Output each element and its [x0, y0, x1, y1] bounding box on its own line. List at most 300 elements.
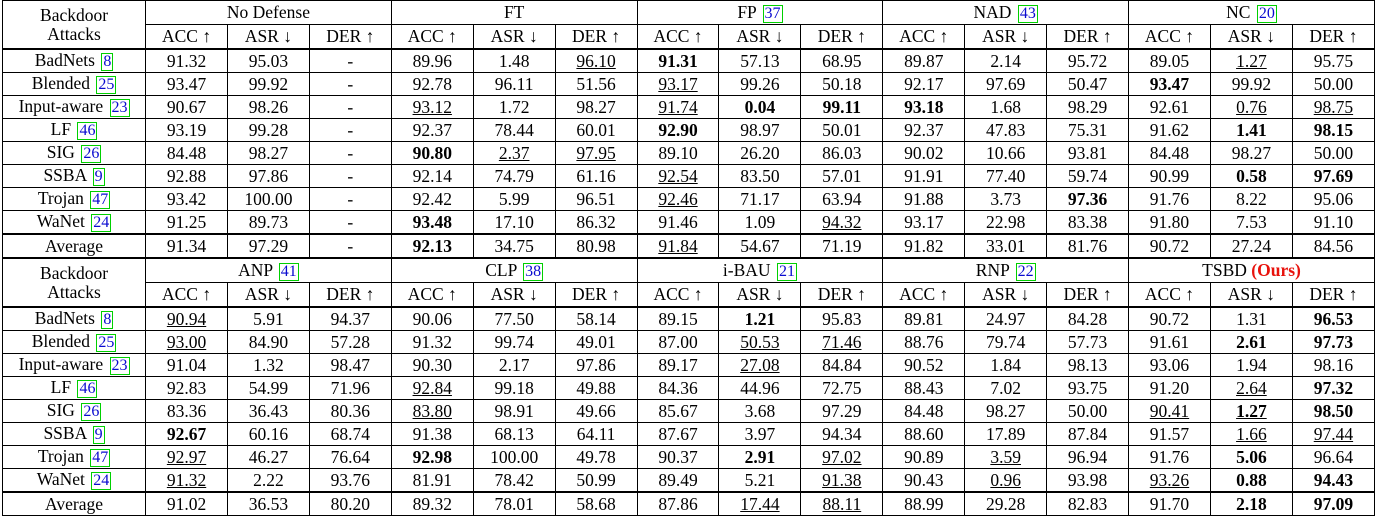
- metric-value-cell: 84.36: [637, 377, 719, 400]
- metric-value-cell: 98.91: [473, 400, 555, 423]
- defense-name: FP: [737, 1, 757, 22]
- metric-value-cell: -: [309, 165, 391, 188]
- defense-group-header: [146, 258, 392, 283]
- metric-value-cell: 2.14: [965, 49, 1047, 73]
- metric-value-cell: 71.17: [719, 188, 801, 211]
- table-row: [3, 96, 1375, 119]
- metric-value-cell: 97.69: [1292, 165, 1374, 188]
- metric-value-cell: 93.76: [309, 469, 391, 493]
- metric-value-cell: 68.95: [801, 49, 883, 73]
- metric-value-cell: 92.54: [637, 165, 719, 188]
- metric-value-cell: 99.28: [227, 119, 309, 142]
- metric-value-cell: 5.21: [719, 469, 801, 493]
- attack-name: SSBA: [43, 165, 87, 185]
- metric-value-cell: 92.84: [391, 377, 473, 400]
- citation-ref[interactable]: 46: [79, 380, 96, 397]
- metric-value-cell: 8.22: [1210, 188, 1292, 211]
- metric-value-cell: 98.27: [227, 142, 309, 165]
- defense-name: NC: [1226, 1, 1251, 22]
- average-value-cell: 27.24: [1210, 234, 1292, 258]
- metric-value-cell: 2.64: [1210, 377, 1292, 400]
- average-label: Average: [3, 234, 146, 258]
- metric-header-cell: ACC ↑: [883, 25, 965, 50]
- metric-value-cell: 84.48: [883, 400, 965, 423]
- metric-value-cell: 95.75: [1292, 49, 1374, 73]
- metric-header-cell: ASR ↓: [473, 283, 555, 308]
- citation-ref[interactable]: 26: [83, 403, 100, 420]
- average-value-cell: 81.76: [1047, 234, 1129, 258]
- average-value-cell: 58.68: [555, 492, 637, 516]
- metric-value-cell: 90.30: [391, 354, 473, 377]
- metric-value-cell: 84.48: [1129, 142, 1211, 165]
- metric-value-cell: 87.84: [1047, 423, 1129, 446]
- metric-value-cell: 81.91: [391, 469, 473, 493]
- attack-name: Blended: [31, 73, 91, 93]
- citation-ref[interactable]: 47: [92, 449, 109, 466]
- defense-group-header: [391, 258, 637, 283]
- table-row: [3, 211, 1375, 235]
- average-value-cell: -: [309, 234, 391, 258]
- metric-header-cell: DER ↑: [309, 283, 391, 308]
- average-value-cell: 91.84: [637, 234, 719, 258]
- metric-value-cell: 50.00: [1292, 142, 1374, 165]
- metric-value-cell: 89.05: [1129, 49, 1211, 73]
- metric-value-cell: 99.18: [473, 377, 555, 400]
- metric-value-cell: 2.17: [473, 354, 555, 377]
- metric-value-cell: 78.42: [473, 469, 555, 493]
- metric-value-cell: 88.43: [883, 377, 965, 400]
- metric-header-cell: DER ↑: [555, 25, 637, 50]
- average-value-cell: 89.32: [391, 492, 473, 516]
- metric-header-cell: ACC ↑: [146, 283, 228, 308]
- metric-value-cell: 88.60: [883, 423, 965, 446]
- citation-ref[interactable]: 22: [1017, 262, 1034, 280]
- citation-ref[interactable]: 20: [1258, 4, 1275, 22]
- metric-value-cell: 100.00: [473, 446, 555, 469]
- metric-value-cell: 96.94: [1047, 446, 1129, 469]
- attack-name-cell: [3, 331, 146, 354]
- average-value-cell: 80.20: [309, 492, 391, 516]
- metric-header-cell: DER ↑: [801, 283, 883, 308]
- table-row: [3, 73, 1375, 96]
- metric-value-cell: 93.47: [1129, 73, 1211, 96]
- metric-value-cell: 95.03: [227, 49, 309, 73]
- defense-name: RNP: [975, 259, 1010, 280]
- metric-value-cell: 91.32: [391, 331, 473, 354]
- metric-header-cell: ASR ↓: [1210, 25, 1292, 50]
- average-value-cell: 87.86: [637, 492, 719, 516]
- metric-value-cell: 50.53: [719, 331, 801, 354]
- metric-value-cell: 58.14: [555, 307, 637, 331]
- attack-name-cell: [3, 307, 146, 331]
- metric-value-cell: 49.01: [555, 331, 637, 354]
- citation-ref[interactable]: 21: [778, 262, 795, 280]
- metric-value-cell: 90.80: [391, 142, 473, 165]
- metric-value-cell: 92.67: [146, 423, 228, 446]
- average-value-cell: 91.70: [1129, 492, 1211, 516]
- metric-value-cell: 77.50: [473, 307, 555, 331]
- metric-value-cell: -: [309, 211, 391, 235]
- metric-value-cell: 75.31: [1047, 119, 1129, 142]
- metric-value-cell: 90.67: [146, 96, 228, 119]
- metric-value-cell: 1.09: [719, 211, 801, 235]
- metric-value-cell: 89.10: [637, 142, 719, 165]
- metric-value-cell: 91.04: [146, 354, 228, 377]
- average-value-cell: 88.11: [801, 492, 883, 516]
- attack-name-cell: [3, 469, 146, 493]
- metric-value-cell: 93.42: [146, 188, 228, 211]
- metric-value-cell: 97.86: [227, 165, 309, 188]
- average-value-cell: 33.01: [965, 234, 1047, 258]
- attack-name-cell: [3, 446, 146, 469]
- metric-header-cell: DER ↑: [1047, 25, 1129, 50]
- metric-header-cell: ASR ↓: [227, 25, 309, 50]
- defense-name: CLP: [485, 259, 517, 280]
- table-row: [3, 331, 1375, 354]
- metric-header-cell: ASR ↓: [719, 25, 801, 50]
- metric-value-cell: 1.94: [1210, 354, 1292, 377]
- metric-value-cell: 98.13: [1047, 354, 1129, 377]
- metric-header-cell: ASR ↓: [473, 25, 555, 50]
- average-value-cell: 82.83: [1047, 492, 1129, 516]
- citation-ref[interactable]: 24: [93, 472, 110, 489]
- metric-value-cell: 84.48: [146, 142, 228, 165]
- average-value-cell: 2.18: [1210, 492, 1292, 516]
- metric-header-cell: ACC ↑: [1129, 25, 1211, 50]
- metric-value-cell: 92.78: [391, 73, 473, 96]
- table-row: [3, 188, 1375, 211]
- metric-header-row: [3, 283, 1375, 308]
- metric-value-cell: 98.27: [555, 96, 637, 119]
- metric-value-cell: 5.06: [1210, 446, 1292, 469]
- metric-value-cell: 92.46: [637, 188, 719, 211]
- metric-value-cell: 1.27: [1210, 400, 1292, 423]
- metric-value-cell: 49.66: [555, 400, 637, 423]
- metric-value-cell: 49.88: [555, 377, 637, 400]
- metric-header-row: [3, 25, 1375, 50]
- metric-value-cell: 91.76: [1129, 188, 1211, 211]
- metric-value-cell: 90.02: [883, 142, 965, 165]
- metric-value-cell: 3.73: [965, 188, 1047, 211]
- metric-value-cell: 89.49: [637, 469, 719, 493]
- attack-name-cell: [3, 377, 146, 400]
- average-value-cell: 80.98: [555, 234, 637, 258]
- metric-value-cell: 1.48: [473, 49, 555, 73]
- metric-value-cell: 99.11: [801, 96, 883, 119]
- defense-group-header: [391, 1, 637, 25]
- metric-value-cell: 91.46: [637, 211, 719, 235]
- average-value-cell: 84.56: [1292, 234, 1374, 258]
- metric-header-cell: DER ↑: [1292, 283, 1374, 308]
- metric-value-cell: 47.83: [965, 119, 1047, 142]
- benchmark-results-table: [2, 0, 1375, 516]
- metric-value-cell: 91.38: [801, 469, 883, 493]
- metric-header-cell: ACC ↑: [391, 283, 473, 308]
- metric-value-cell: 57.73: [1047, 331, 1129, 354]
- metric-value-cell: 91.91: [883, 165, 965, 188]
- metric-value-cell: 92.88: [146, 165, 228, 188]
- citation-ref[interactable]: 9: [94, 168, 103, 185]
- metric-value-cell: 59.74: [1047, 165, 1129, 188]
- metric-value-cell: 94.32: [801, 211, 883, 235]
- metric-header-cell: DER ↑: [801, 25, 883, 50]
- metric-value-cell: 5.99: [473, 188, 555, 211]
- metric-value-cell: 50.18: [801, 73, 883, 96]
- metric-value-cell: -: [309, 96, 391, 119]
- metric-value-cell: 93.81: [1047, 142, 1129, 165]
- metric-value-cell: 97.32: [1292, 377, 1374, 400]
- average-value-cell: 17.44: [719, 492, 801, 516]
- metric-value-cell: 26.20: [719, 142, 801, 165]
- attack-name-cell: [3, 188, 146, 211]
- metric-value-cell: -: [309, 119, 391, 142]
- metric-value-cell: 97.02: [801, 446, 883, 469]
- group-header-row: [3, 258, 1375, 283]
- metric-value-cell: 89.17: [637, 354, 719, 377]
- citation-ref[interactable]: 38: [525, 262, 542, 280]
- metric-value-cell: 68.13: [473, 423, 555, 446]
- metric-value-cell: 10.66: [965, 142, 1047, 165]
- metric-header-cell: DER ↑: [309, 25, 391, 50]
- metric-value-cell: 2.91: [719, 446, 801, 469]
- metric-value-cell: 96.64: [1292, 446, 1374, 469]
- metric-value-cell: 89.87: [883, 49, 965, 73]
- average-value-cell: 88.99: [883, 492, 965, 516]
- citation-ref[interactable]: 23: [111, 99, 128, 116]
- metric-value-cell: 92.97: [146, 446, 228, 469]
- metric-value-cell: 89.96: [391, 49, 473, 73]
- attack-name-cell: [3, 119, 146, 142]
- defense-name: NAD: [973, 1, 1012, 22]
- group-header-row: [3, 1, 1375, 25]
- metric-value-cell: 17.10: [473, 211, 555, 235]
- attack-name: SSBA: [43, 423, 87, 443]
- average-value-cell: 71.19: [801, 234, 883, 258]
- metric-value-cell: 1.31: [1210, 307, 1292, 331]
- metric-value-cell: 77.40: [965, 165, 1047, 188]
- metric-value-cell: 90.41: [1129, 400, 1211, 423]
- metric-value-cell: 1.21: [719, 307, 801, 331]
- metric-value-cell: 95.06: [1292, 188, 1374, 211]
- metric-value-cell: 57.01: [801, 165, 883, 188]
- metric-value-cell: 0.76: [1210, 96, 1292, 119]
- metric-value-cell: 92.14: [391, 165, 473, 188]
- metric-value-cell: 93.17: [637, 73, 719, 96]
- metric-value-cell: 91.32: [146, 49, 228, 73]
- metric-value-cell: 86.32: [555, 211, 637, 235]
- metric-value-cell: 1.32: [227, 354, 309, 377]
- metric-value-cell: 1.84: [965, 354, 1047, 377]
- average-value-cell: 97.09: [1292, 492, 1374, 516]
- metric-value-cell: 50.47: [1047, 73, 1129, 96]
- metric-value-cell: 74.79: [473, 165, 555, 188]
- attack-name: BadNets: [34, 308, 95, 328]
- table-row: [3, 469, 1375, 493]
- metric-value-cell: 17.89: [965, 423, 1047, 446]
- citation-ref[interactable]: 25: [98, 334, 115, 351]
- metric-value-cell: 84.90: [227, 331, 309, 354]
- metric-value-cell: 90.72: [1129, 307, 1211, 331]
- average-row: [3, 234, 1375, 258]
- metric-value-cell: 7.53: [1210, 211, 1292, 235]
- metric-header-cell: DER ↑: [1292, 25, 1374, 50]
- metric-value-cell: 91.31: [637, 49, 719, 73]
- attacks-header-line1: Backdoor: [40, 263, 109, 284]
- metric-value-cell: 100.00: [227, 188, 309, 211]
- metric-value-cell: 3.59: [965, 446, 1047, 469]
- metric-value-cell: 93.06: [1129, 354, 1211, 377]
- metric-value-cell: 96.51: [555, 188, 637, 211]
- attacks-header-cell: [3, 258, 146, 307]
- metric-value-cell: 90.06: [391, 307, 473, 331]
- metric-value-cell: 83.80: [391, 400, 473, 423]
- attack-name-cell: [3, 400, 146, 423]
- attack-name: BadNets: [34, 50, 95, 70]
- defense-group-header: [637, 258, 883, 283]
- attack-name: SIG: [46, 142, 75, 162]
- table-row: [3, 446, 1375, 469]
- metric-value-cell: 3.68: [719, 400, 801, 423]
- metric-value-cell: 84.84: [801, 354, 883, 377]
- citation-ref[interactable]: 37: [764, 4, 781, 22]
- table-row: [3, 400, 1375, 423]
- average-value-cell: 92.13: [391, 234, 473, 258]
- metric-value-cell: 85.67: [637, 400, 719, 423]
- metric-value-cell: 5.91: [227, 307, 309, 331]
- citation-ref[interactable]: 41: [280, 262, 297, 280]
- defense-group-header: [637, 1, 883, 25]
- metric-header-cell: ASR ↓: [227, 283, 309, 308]
- metric-value-cell: 96.11: [473, 73, 555, 96]
- metric-value-cell: 36.43: [227, 400, 309, 423]
- metric-value-cell: 98.29: [1047, 96, 1129, 119]
- metric-value-cell: 72.75: [801, 377, 883, 400]
- metric-value-cell: 91.88: [883, 188, 965, 211]
- average-value-cell: 34.75: [473, 234, 555, 258]
- metric-value-cell: 51.56: [555, 73, 637, 96]
- metric-value-cell: 97.73: [1292, 331, 1374, 354]
- metric-value-cell: 57.13: [719, 49, 801, 73]
- metric-value-cell: 96.10: [555, 49, 637, 73]
- citation-ref[interactable]: 26: [83, 145, 100, 162]
- citation-ref[interactable]: 8: [103, 53, 112, 70]
- table-row: [3, 423, 1375, 446]
- metric-value-cell: 91.62: [1129, 119, 1211, 142]
- metric-header-cell: ACC ↑: [883, 283, 965, 308]
- metric-value-cell: 97.44: [1292, 423, 1374, 446]
- metric-value-cell: 89.81: [883, 307, 965, 331]
- metric-value-cell: 94.43: [1292, 469, 1374, 493]
- metric-value-cell: 93.48: [391, 211, 473, 235]
- attack-name: WaNet: [36, 211, 85, 231]
- metric-value-cell: 98.97: [719, 119, 801, 142]
- average-value-cell: 78.01: [473, 492, 555, 516]
- metric-value-cell: 44.96: [719, 377, 801, 400]
- metric-value-cell: 2.22: [227, 469, 309, 493]
- table-row: [3, 165, 1375, 188]
- metric-value-cell: -: [309, 73, 391, 96]
- metric-value-cell: 1.72: [473, 96, 555, 119]
- metric-value-cell: 92.42: [391, 188, 473, 211]
- metric-value-cell: 2.61: [1210, 331, 1292, 354]
- metric-value-cell: 1.27: [1210, 49, 1292, 73]
- metric-value-cell: 50.00: [1292, 73, 1374, 96]
- metric-value-cell: 49.78: [555, 446, 637, 469]
- metric-value-cell: 90.94: [146, 307, 228, 331]
- metric-value-cell: 98.16: [1292, 354, 1374, 377]
- metric-value-cell: 87.67: [637, 423, 719, 446]
- metric-value-cell: 2.37: [473, 142, 555, 165]
- average-value-cell: 91.02: [146, 492, 228, 516]
- metric-value-cell: 3.97: [719, 423, 801, 446]
- metric-value-cell: 96.53: [1292, 307, 1374, 331]
- attack-name-cell: [3, 354, 146, 377]
- citation-ref[interactable]: 24: [93, 214, 110, 231]
- metric-value-cell: 50.00: [1047, 400, 1129, 423]
- metric-value-cell: 63.94: [801, 188, 883, 211]
- attack-name: LF: [50, 119, 72, 139]
- attack-name-cell: [3, 142, 146, 165]
- citation-ref[interactable]: 9: [94, 426, 103, 443]
- defense-group-header: [883, 258, 1129, 283]
- metric-value-cell: 89.15: [637, 307, 719, 331]
- metric-value-cell: 91.10: [1292, 211, 1374, 235]
- metric-header-cell: ACC ↑: [637, 283, 719, 308]
- metric-value-cell: 93.17: [883, 211, 965, 235]
- citation-ref[interactable]: 46: [79, 122, 96, 139]
- metric-value-cell: 91.20: [1129, 377, 1211, 400]
- defense-group-header: [1129, 258, 1375, 283]
- defense-name: FT: [503, 2, 525, 23]
- attack-name-cell: [3, 73, 146, 96]
- metric-value-cell: 7.02: [965, 377, 1047, 400]
- metric-value-cell: 98.75: [1292, 96, 1374, 119]
- citation-ref[interactable]: 43: [1019, 4, 1036, 22]
- attack-name-cell: [3, 211, 146, 235]
- attack-name: SIG: [46, 400, 75, 420]
- citation-ref[interactable]: 25: [98, 76, 115, 93]
- metric-value-cell: 93.18: [883, 96, 965, 119]
- citation-ref[interactable]: 8: [103, 311, 112, 328]
- attack-name: Input-aware: [18, 354, 104, 374]
- metric-value-cell: 93.00: [146, 331, 228, 354]
- metric-value-cell: 90.99: [1129, 165, 1211, 188]
- attack-name: LF: [50, 377, 72, 397]
- metric-value-cell: 91.76: [1129, 446, 1211, 469]
- metric-value-cell: 98.26: [227, 96, 309, 119]
- metric-header-cell: DER ↑: [555, 283, 637, 308]
- metric-value-cell: 98.47: [309, 354, 391, 377]
- table-row: [3, 142, 1375, 165]
- metric-value-cell: 99.74: [473, 331, 555, 354]
- defense-name: TSBD: [1202, 260, 1247, 281]
- table-row: [3, 119, 1375, 142]
- average-value-cell: 97.29: [227, 234, 309, 258]
- metric-header-cell: ACC ↑: [146, 25, 228, 50]
- metric-header-cell: ASR ↓: [719, 283, 801, 308]
- metric-value-cell: 88.76: [883, 331, 965, 354]
- average-label: Average: [3, 492, 146, 516]
- defense-name: i-BAU: [722, 259, 771, 280]
- metric-value-cell: 97.36: [1047, 188, 1129, 211]
- metric-value-cell: 90.43: [883, 469, 965, 493]
- metric-value-cell: 99.92: [1210, 73, 1292, 96]
- metric-header-cell: ASR ↓: [965, 25, 1047, 50]
- attack-name: Blended: [31, 331, 91, 351]
- citation-ref[interactable]: 23: [111, 357, 128, 374]
- metric-value-cell: 86.03: [801, 142, 883, 165]
- citation-ref[interactable]: 47: [92, 191, 109, 208]
